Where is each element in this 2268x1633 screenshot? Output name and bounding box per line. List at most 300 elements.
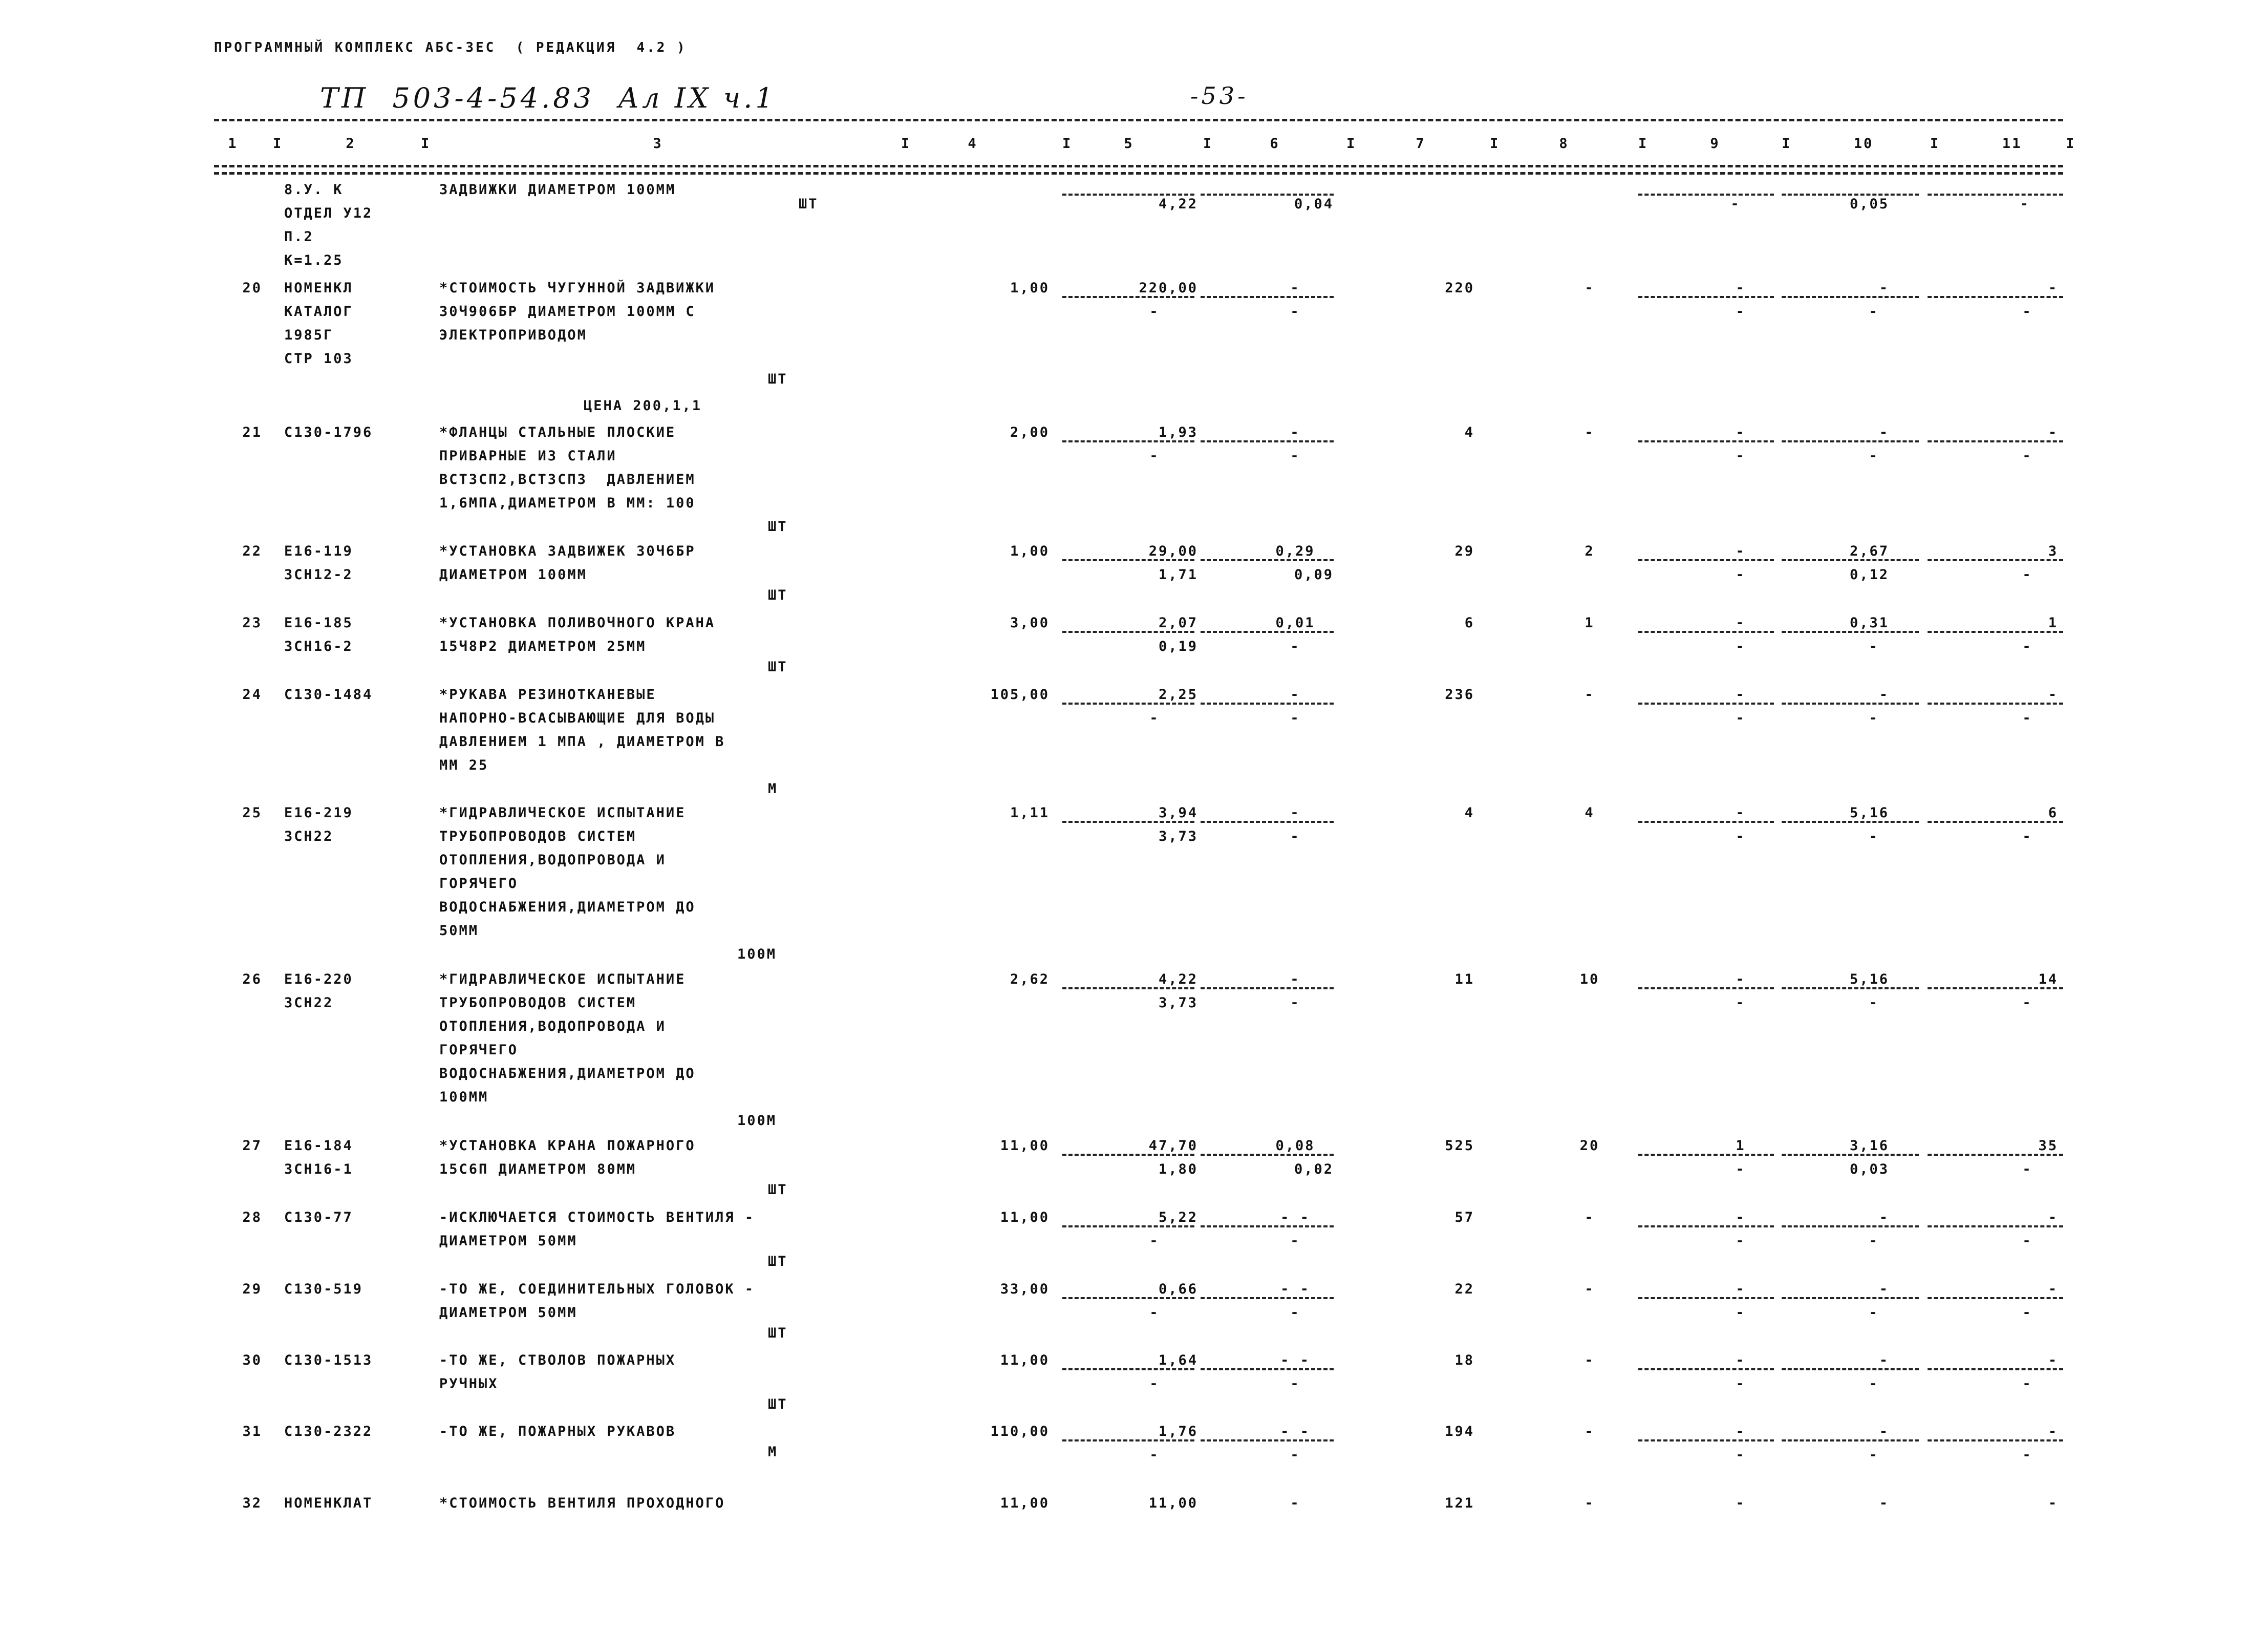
machine-sub-cell: - (1736, 448, 1746, 464)
wage-cost-cell: - - (1280, 1210, 1310, 1225)
row-dash-line (1062, 559, 1194, 561)
row-dash-line (1782, 821, 1919, 823)
total-cost-cell: 4 (1464, 425, 1474, 440)
item-name-line: *СТОИМОСТЬ ВЕНТИЛЯ ПРОХОДНОГО (439, 1495, 725, 1511)
total-cost-cell: 194 (1445, 1424, 1474, 1439)
row-dash-line (1638, 440, 1774, 442)
quantity-cell: 1,00 (1010, 280, 1050, 296)
item-code: КАТАЛОГ (284, 304, 353, 320)
labor-total-sub-cell: - (2022, 1447, 2032, 1463)
machine-cell: - (1736, 1495, 1746, 1511)
row-dash-line (1928, 631, 2063, 633)
wage-total-cell: - (1585, 687, 1595, 703)
quantity-cell: 2,00 (1010, 425, 1050, 440)
header-rule-2 (214, 172, 2063, 175)
column-separator: I (273, 136, 283, 152)
wage-sub-cell: - (1290, 448, 1300, 464)
wage-sub-cell: 0,09 (1294, 567, 1334, 583)
quantity-cell: 11,00 (1000, 1352, 1050, 1368)
row-dash-line (1928, 296, 2063, 298)
row-dash-line (1062, 1439, 1194, 1441)
item-name-line: ГОРЯЧЕГО (439, 876, 519, 892)
wage-sub-cell: - (1290, 710, 1300, 726)
labor-total-sub-cell: - (2022, 1161, 2032, 1177)
item-name-line: *УСТАНОВКА КРАНА ПОЖАРНОГО (439, 1138, 696, 1154)
column-number-3: 3 (653, 136, 663, 152)
item-name-line: 30Ч906БР ДИАМЕТРОМ 100ММ С (439, 304, 696, 320)
column-number-5: 5 (1124, 136, 1134, 152)
top-rule (214, 119, 2063, 121)
item-code: Е16-220 (284, 971, 353, 987)
row-dash-line (1782, 1297, 1919, 1299)
item-code: С130-77 (284, 1210, 353, 1225)
lead-value: 0,05 (1849, 196, 1889, 212)
item-unit: ШТ (768, 1254, 788, 1269)
row-dash-line (1062, 631, 1194, 633)
total-cost-cell: 220 (1445, 280, 1474, 296)
machine-cell: - (1736, 687, 1746, 703)
quantity-cell: 110,00 (990, 1424, 1050, 1439)
item-unit: М (768, 1444, 778, 1460)
column-separator: I (1062, 136, 1073, 152)
labor-total-cell: 35 (2038, 1138, 2058, 1154)
row-dash-line (1638, 821, 1774, 823)
item-unit: М (768, 781, 778, 797)
unit-cost-sub-cell: - (1149, 304, 1160, 320)
labor-total-cell: 1 (2048, 615, 2058, 631)
row-dash-line (1638, 1225, 1774, 1227)
wage-cost-cell: - (1290, 971, 1300, 987)
row-dash-line (1062, 296, 1194, 298)
labor-sub-cell: - (1869, 710, 1879, 726)
machine-sub-cell: - (1736, 710, 1746, 726)
labor-sub-cell: - (1869, 829, 1879, 844)
labor-sub-cell: - (1869, 1305, 1879, 1321)
labor-cell: - (1879, 280, 1889, 296)
row-dash-line (1782, 703, 1919, 705)
unit-cost-sub-cell: - (1149, 448, 1160, 464)
wage-total-cell: 2 (1585, 543, 1595, 559)
row-dash-line (1782, 631, 1919, 633)
wage-cost-cell: - (1290, 280, 1300, 296)
row-dash-line (1638, 703, 1774, 705)
labor-sub-cell: - (1869, 1233, 1879, 1249)
item-code: С130-1796 (284, 425, 373, 440)
total-cost-cell: 525 (1445, 1138, 1474, 1154)
document-code: ТП 503-4-54.83 Ал IX ч.1 (320, 82, 776, 114)
column-separator: I (2066, 136, 2076, 152)
item-code: Е16-185 (284, 615, 353, 631)
item-number: 31 (242, 1424, 262, 1439)
item-name-line: ГОРЯЧЕГО (439, 1042, 519, 1058)
page-number: -53- (1190, 82, 1249, 110)
wage-total-cell: - (1585, 1424, 1595, 1439)
column-number-10: 10 (1853, 136, 1874, 152)
labor-cell: 0,31 (1849, 615, 1889, 631)
row-dash-line (1782, 1154, 1919, 1156)
item-name-line: ДИАМЕТРОМ 100ММ (439, 567, 587, 583)
row-dash-line (1928, 821, 2063, 823)
labor-cell: - (1879, 1281, 1889, 1297)
machine-cell: - (1736, 615, 1746, 631)
labor-total-sub-cell: - (2022, 567, 2032, 583)
wage-total-cell: - (1585, 1281, 1595, 1297)
labor-total-sub-cell: - (2022, 710, 2032, 726)
quantity-cell: 105,00 (990, 687, 1050, 703)
wage-total-cell: - (1585, 280, 1595, 296)
labor-total-cell: - (2048, 425, 2058, 440)
machine-sub-cell: - (1736, 1161, 1746, 1177)
item-name-line: ВОДОСНАБЖЕНИЯ,ДИАМЕТРОМ ДО (439, 1066, 696, 1081)
item-unit: ШТ (768, 371, 788, 387)
row-dash-line (1201, 631, 1334, 633)
lead-value: 0,04 (1294, 196, 1334, 212)
unit-cost-sub-cell: 0,19 (1158, 639, 1198, 654)
row-dash-line (1782, 987, 1919, 989)
lead-value: - (2020, 196, 2030, 212)
labor-cell: - (1879, 687, 1889, 703)
item-unit: ШТ (768, 659, 788, 675)
row-dash-line (1062, 1297, 1194, 1299)
lead-code-line: К=1.25 (284, 252, 344, 268)
quantity-cell: 2,62 (1010, 971, 1050, 987)
machine-cell: - (1736, 1210, 1746, 1225)
labor-cell: - (1879, 1424, 1889, 1439)
item-name-line: ПРИВАРНЫЕ ИЗ СТАЛИ (439, 448, 617, 464)
wage-cost-cell: - (1290, 425, 1300, 440)
item-code: Е16-184 (284, 1138, 353, 1154)
wage-sub-cell: - (1290, 1233, 1300, 1249)
row-dash-line (1928, 703, 2063, 705)
wage-cost-cell: 0,01 (1275, 615, 1315, 631)
row-dash-line (1782, 440, 1919, 442)
item-unit: ШТ (768, 1182, 788, 1198)
wage-cost-cell: - - (1280, 1352, 1310, 1368)
item-number: 28 (242, 1210, 262, 1225)
wage-cost-cell: 0,08 (1275, 1138, 1315, 1154)
item-code: ЗСН22 (284, 995, 334, 1011)
item-name-line: -ТО ЖЕ, СТВОЛОВ ПОЖАРНЫХ (439, 1352, 676, 1368)
column-separator: I (1203, 136, 1213, 152)
item-name-line: ТРУБОПРОВОДОВ СИСТЕМ (439, 829, 637, 844)
item-unit: 100М (737, 1113, 777, 1129)
item-name-line: НАПОРНО-ВСАСЫВАЮЩИЕ ДЛЯ ВОДЫ (439, 710, 716, 726)
row-dash-line (1201, 296, 1334, 298)
item-name-line: ЭЛЕКТРОПРИВОДОМ (439, 327, 587, 343)
row-dash-line (1201, 1439, 1334, 1441)
quantity-cell: 1,11 (1010, 805, 1050, 821)
labor-total-cell: 3 (2048, 543, 2058, 559)
column-number-6: 6 (1270, 136, 1280, 152)
program-header: ПРОГРАММНЫЙ КОМПЛЕКС АБС-ЗЕС ( РЕДАКЦИЯ 4.2 ) (214, 40, 687, 55)
wage-total-cell: - (1585, 425, 1595, 440)
labor-total-cell: - (2048, 1210, 2058, 1225)
item-name-line: 15Ч8Р2 ДИАМЕТРОМ 25ММ (439, 639, 647, 654)
item-name-line: *ФЛАНЦЫ СТАЛЬНЫЕ ПЛОСКИЕ (439, 425, 676, 440)
row-dash-line (1201, 821, 1334, 823)
item-number: 23 (242, 615, 262, 631)
labor-total-cell: - (2048, 280, 2058, 296)
total-cost-cell: 6 (1464, 615, 1474, 631)
row-dash-line (1062, 703, 1194, 705)
labor-cell: 5,16 (1849, 971, 1889, 987)
unit-cost-sub-cell: 1,80 (1158, 1161, 1198, 1177)
labor-total-sub-cell: - (2022, 1376, 2032, 1392)
unit-cost-cell: 1,64 (1158, 1352, 1198, 1368)
item-code: С130-1513 (284, 1352, 373, 1368)
item-name-line: 100ММ (439, 1089, 489, 1105)
labor-total-sub-cell: - (2022, 995, 2032, 1011)
wage-cost-cell: - (1290, 805, 1300, 821)
row-dash-line (1638, 1368, 1774, 1370)
wage-sub-cell: - (1290, 639, 1300, 654)
row-dash-line (1201, 1154, 1334, 1156)
item-code: Е16-219 (284, 805, 353, 821)
unit-cost-cell: 2,07 (1158, 615, 1198, 631)
unit-cost-cell: 220,00 (1139, 280, 1198, 296)
unit-cost-cell: 47,70 (1148, 1138, 1198, 1154)
wage-cost-cell: - - (1280, 1281, 1310, 1297)
column-number-1: 1 (228, 136, 238, 152)
column-number-8: 8 (1559, 136, 1569, 152)
item-unit: ШТ (768, 519, 788, 535)
unit-cost-cell: 29,00 (1148, 543, 1198, 559)
row-dash-line (1638, 296, 1774, 298)
wage-sub-cell: - (1290, 829, 1300, 844)
unit-cost-cell: 5,22 (1158, 1210, 1198, 1225)
quantity-cell: 11,00 (1000, 1210, 1050, 1225)
machine-sub-cell: - (1736, 995, 1746, 1011)
total-cost-cell: 121 (1445, 1495, 1474, 1511)
item-name-line: ВОДОСНАБЖЕНИЯ,ДИАМЕТРОМ ДО (439, 899, 696, 915)
row-dash-line (1782, 1225, 1919, 1227)
item-number: 27 (242, 1138, 262, 1154)
item-name-line: ВСТ3СП2,ВСТ3СП3 ДАВЛЕНИЕМ (439, 472, 696, 487)
wage-total-cell: 20 (1579, 1138, 1600, 1154)
row-dash-line (1928, 1368, 2063, 1370)
item-number: 25 (242, 805, 262, 821)
unit-cost-sub-cell: - (1149, 1305, 1160, 1321)
wage-sub-cell: - (1290, 1305, 1300, 1321)
row-dash-line (1928, 1439, 2063, 1441)
quantity-cell: 1,00 (1010, 543, 1050, 559)
item-name-line: ММ 25 (439, 757, 489, 773)
row-dash-line (1638, 1439, 1774, 1441)
machine-sub-cell: - (1736, 1305, 1746, 1321)
wage-total-cell: - (1585, 1210, 1595, 1225)
row-dash-line (1062, 987, 1194, 989)
item-name-line: *УСТАНОВКА ПОЛИВОЧНОГО КРАНА (439, 615, 716, 631)
machine-cell: - (1736, 1424, 1746, 1439)
item-name-line: ТРУБОПРОВОДОВ СИСТЕМ (439, 995, 637, 1011)
labor-total-cell: - (2048, 1352, 2058, 1368)
item-number: 29 (242, 1281, 262, 1297)
item-name-line: ДИАМЕТРОМ 50ММ (439, 1233, 577, 1249)
unit-cost-sub-cell: - (1149, 1376, 1160, 1392)
labor-total-cell: - (2048, 1424, 2058, 1439)
quantity-cell: 33,00 (1000, 1281, 1050, 1297)
item-unit: ШТ (768, 1325, 788, 1341)
unit-cost-cell: 1,93 (1158, 425, 1198, 440)
column-separator: I (1638, 136, 1649, 152)
wage-total-cell: 10 (1579, 971, 1600, 987)
item-name-line: *ГИДРАВЛИЧЕСКОЕ ИСПЫТАНИЕ (439, 971, 686, 987)
quantity-cell: 3,00 (1010, 615, 1050, 631)
labor-total-sub-cell: - (2022, 829, 2032, 844)
item-code: ЗСН22 (284, 829, 334, 844)
labor-sub-cell: 0,12 (1849, 567, 1889, 583)
column-separator: I (1490, 136, 1500, 152)
total-cost-cell: 236 (1445, 687, 1474, 703)
lead-code-line: 8.У. К (284, 182, 344, 198)
wage-sub-cell: - (1290, 304, 1300, 320)
item-name-line: -ТО ЖЕ, СОЕДИНИТЕЛЬНЫХ ГОЛОВОК - (439, 1281, 755, 1297)
item-number: 32 (242, 1495, 262, 1511)
unit-cost-cell: 3,94 (1158, 805, 1198, 821)
row-dash-line (1638, 1297, 1774, 1299)
wage-cost-cell: 0,29 (1275, 543, 1315, 559)
price-note: ЦЕНА 200,1,1 (584, 398, 702, 414)
lead-code-line: П.2 (284, 229, 314, 245)
labor-total-sub-cell: - (2022, 1305, 2032, 1321)
machine-sub-cell: - (1736, 1376, 1746, 1392)
item-number: 20 (242, 280, 262, 296)
wage-sub-cell: 0,02 (1294, 1161, 1334, 1177)
row-dash-line (1062, 1368, 1194, 1370)
labor-total-sub-cell: - (2022, 448, 2032, 464)
labor-cell: - (1879, 425, 1889, 440)
labor-cell: 5,16 (1849, 805, 1889, 821)
item-code: С130-2322 (284, 1424, 373, 1439)
row-dash-line (1928, 987, 2063, 989)
labor-cell: - (1879, 1352, 1889, 1368)
total-cost-cell: 4 (1464, 805, 1474, 821)
row-dash-line (1062, 1154, 1194, 1156)
row-dash-line (1062, 440, 1194, 442)
labor-cell: 3,16 (1849, 1138, 1889, 1154)
labor-cell: 2,67 (1849, 543, 1889, 559)
item-name-line: *УСТАНОВКА ЗАДВИЖЕК 30Ч6БР (439, 543, 696, 559)
wage-total-cell: - (1585, 1352, 1595, 1368)
column-number-4: 4 (968, 136, 978, 152)
row-dash-line (1928, 440, 2063, 442)
item-code: С130-1484 (284, 687, 373, 703)
labor-sub-cell: - (1869, 1376, 1879, 1392)
machine-sub-cell: - (1736, 567, 1746, 583)
column-separator: I (421, 136, 431, 152)
lead-unit: ШТ (799, 196, 819, 212)
row-dash-line (1201, 1225, 1334, 1227)
labor-total-sub-cell: - (2022, 639, 2032, 654)
row-dash-line (1062, 821, 1194, 823)
row-dash-line (1638, 987, 1774, 989)
column-separator: I (1346, 136, 1357, 152)
item-code: СТР 103 (284, 351, 353, 367)
labor-total-cell: - (2048, 687, 2058, 703)
wage-total-cell: - (1585, 1495, 1595, 1511)
item-code: С130-519 (284, 1281, 363, 1297)
item-number: 26 (242, 971, 262, 987)
item-name-line: *ГИДРАВЛИЧЕСКОЕ ИСПЫТАНИЕ (439, 805, 686, 821)
lead-item-name: ЗАДВИЖКИ ДИАМЕТРОМ 100ММ (439, 182, 676, 198)
unit-cost-sub-cell: 3,73 (1158, 995, 1198, 1011)
item-unit: ШТ (768, 1396, 788, 1412)
labor-total-sub-cell: - (2022, 304, 2032, 320)
row-dash-line (1782, 1368, 1919, 1370)
item-name-line: РУЧНЫХ (439, 1376, 499, 1392)
column-separator: I (1782, 136, 1792, 152)
labor-cell: - (1879, 1495, 1889, 1511)
column-number-11: 11 (2002, 136, 2022, 152)
unit-cost-sub-cell: - (1149, 710, 1160, 726)
lead-code-line: ОТДЕЛ У12 (284, 205, 373, 221)
item-code: Е16-119 (284, 543, 353, 559)
item-code: ЗСН16-2 (284, 639, 353, 654)
row-dash-line (1201, 559, 1334, 561)
labor-total-sub-cell: - (2022, 1233, 2032, 1249)
row-dash-line (1062, 1225, 1194, 1227)
item-name-line: *СТОИМОСТЬ ЧУГУННОЙ ЗАДВИЖКИ (439, 280, 716, 296)
unit-cost-sub-cell: 3,73 (1158, 829, 1198, 844)
wage-total-cell: 1 (1585, 615, 1595, 631)
machine-cell: 1 (1736, 1138, 1746, 1154)
unit-cost-cell: 1,76 (1158, 1424, 1198, 1439)
item-code: НОМЕНКЛАТ (284, 1495, 373, 1511)
total-cost-cell: 11 (1454, 971, 1474, 987)
wage-cost-cell: - (1290, 687, 1300, 703)
row-dash-line (1638, 631, 1774, 633)
row-dash-line (1782, 1439, 1919, 1441)
machine-cell: - (1736, 1352, 1746, 1368)
machine-cell: - (1736, 1281, 1746, 1297)
item-name-line: -ТО ЖЕ, ПОЖАРНЫХ РУКАВОВ (439, 1424, 676, 1439)
row-dash-line (1201, 440, 1334, 442)
machine-sub-cell: - (1736, 1233, 1746, 1249)
unit-cost-sub-cell: - (1149, 1447, 1160, 1463)
labor-sub-cell: - (1869, 304, 1879, 320)
wage-cost-cell: - (1290, 1495, 1300, 1511)
header-rule (214, 165, 2063, 167)
row-dash-line (1201, 987, 1334, 989)
machine-sub-cell: - (1736, 829, 1746, 844)
total-cost-cell: 18 (1454, 1352, 1474, 1368)
item-name-line: ДИАМЕТРОМ 50ММ (439, 1305, 577, 1321)
unit-cost-sub-cell: - (1149, 1233, 1160, 1249)
column-separator: I (1930, 136, 1940, 152)
labor-sub-cell: 0,03 (1849, 1161, 1889, 1177)
item-name-line: ОТОПЛЕНИЯ,ВОДОПРОВОДА И (439, 852, 666, 868)
item-name-line: ОТОПЛЕНИЯ,ВОДОПРОВОДА И (439, 1019, 666, 1034)
labor-total-cell: 6 (2048, 805, 2058, 821)
item-code: ЗСН16-1 (284, 1161, 353, 1177)
column-number-7: 7 (1416, 136, 1426, 152)
row-dash-line (1928, 559, 2063, 561)
row-dash-line (1201, 703, 1334, 705)
row-dash-line (1782, 296, 1919, 298)
row-dash-line (1928, 1297, 2063, 1299)
item-number: 22 (242, 543, 262, 559)
machine-cell: - (1736, 543, 1746, 559)
item-code: 1985Г (284, 327, 334, 343)
row-dash-line (1638, 1154, 1774, 1156)
quantity-cell: 11,00 (1000, 1138, 1050, 1154)
wage-sub-cell: - (1290, 1376, 1300, 1392)
item-name-line: 15С6П ДИАМЕТРОМ 80ММ (439, 1161, 637, 1177)
item-number: 30 (242, 1352, 262, 1368)
total-cost-cell: 29 (1454, 543, 1474, 559)
item-number: 21 (242, 425, 262, 440)
labor-total-cell: 14 (2038, 971, 2058, 987)
